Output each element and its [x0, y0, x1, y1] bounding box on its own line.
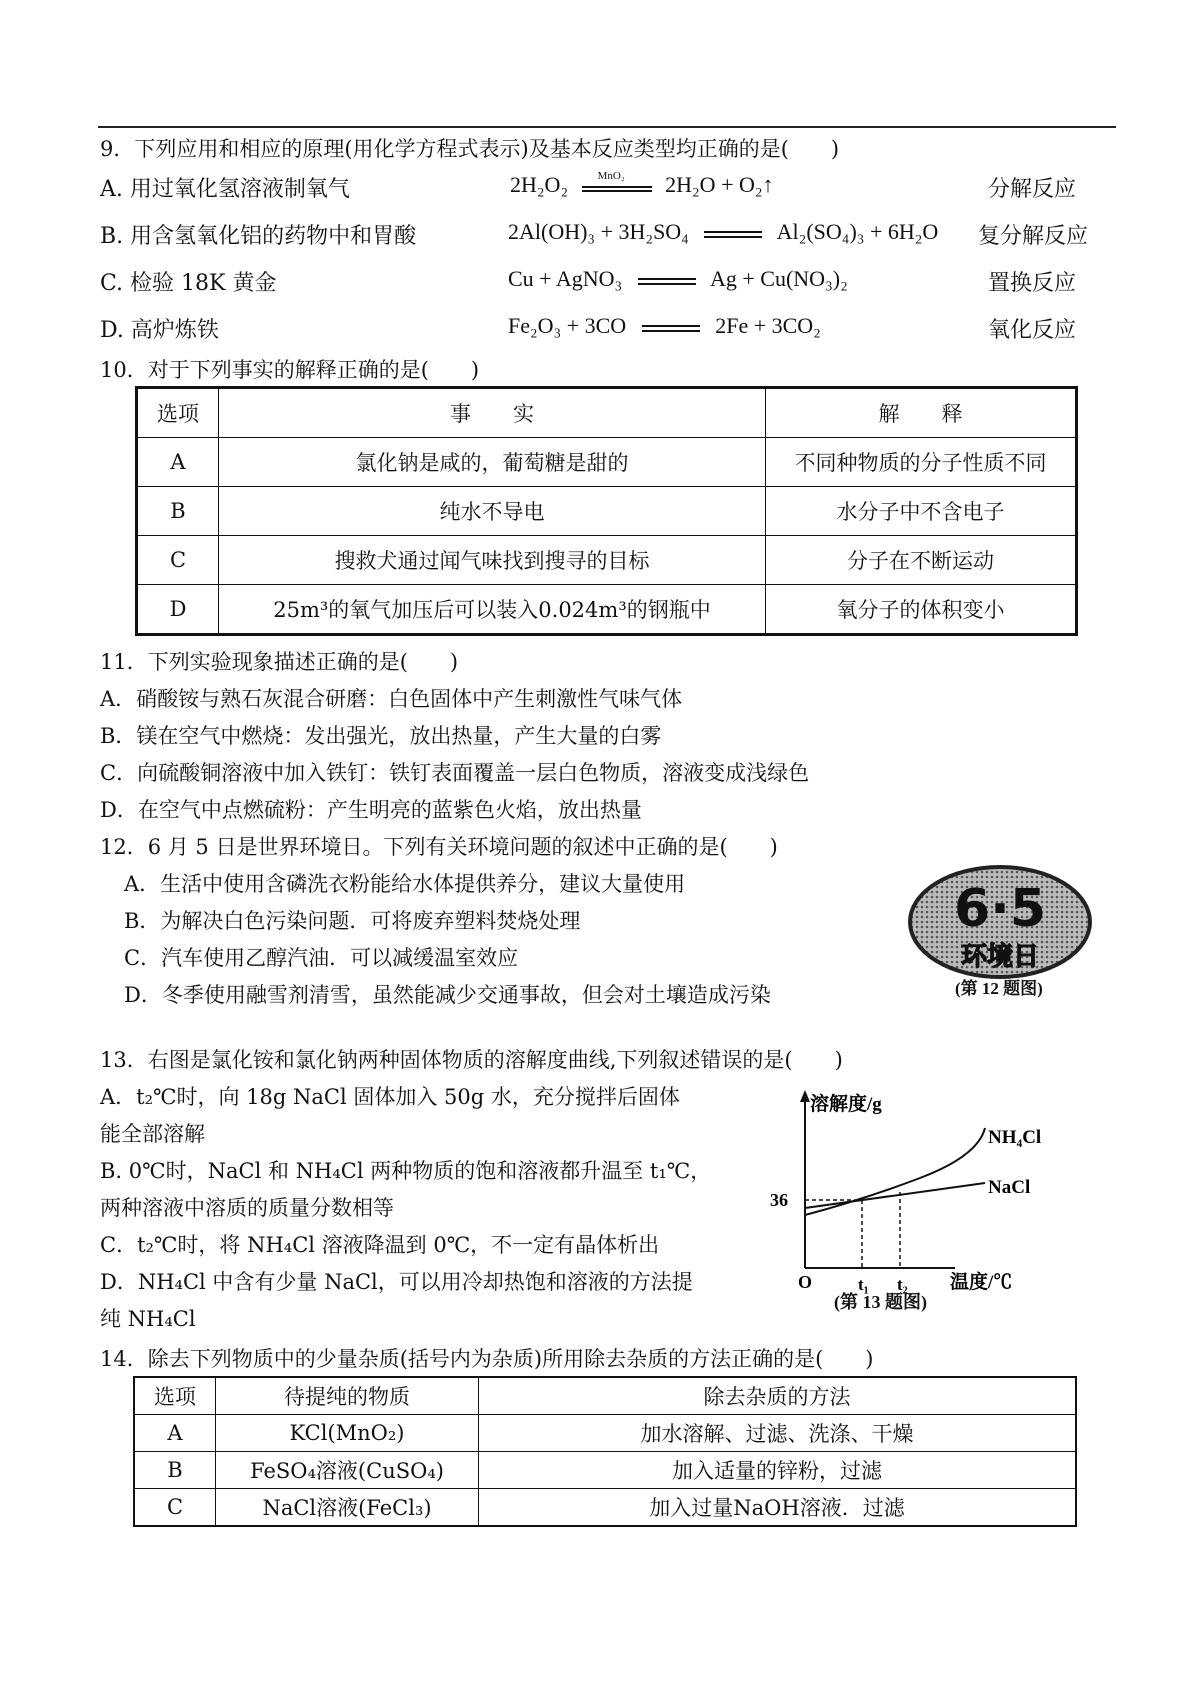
environment-day-logo-icon: [905, 860, 1095, 980]
table-cell: 氧分子的体积变小: [766, 585, 1077, 635]
origin-label: O: [798, 1272, 813, 1292]
q9-b-equation: [508, 219, 938, 245]
table-cell: 不同种物质的分子性质不同: [766, 438, 1077, 487]
q11-option-a: A．硝酸铵与熟石灰混合研磨：白色固体中产生刺激性气味气体: [100, 687, 683, 711]
q9-a-label: A. 用过氧化氢溶液制氧气: [100, 177, 350, 202]
q13-line-2: 能全部溶解: [100, 1122, 205, 1146]
equals-sign-icon: [704, 228, 762, 240]
q13-line-7: 纯 NH₄Cl: [100, 1307, 196, 1331]
table-cell: 纯水不导电: [219, 487, 766, 536]
table-row: [137, 438, 1077, 487]
table-header-cell: 解 释: [766, 388, 1077, 438]
table-cell: KCl(MnO₂): [216, 1415, 479, 1452]
series-label-nacl: NaCl: [988, 1177, 1031, 1198]
table-row: [134, 1452, 1076, 1489]
q9-a-eq-right: 2H₂O + O₂↑: [665, 172, 774, 197]
table-header-cell: 事 实: [219, 388, 766, 438]
table-cell: FeSO₄溶液(CuSO₄): [216, 1452, 479, 1489]
y-axis-label: 溶解度/g: [810, 1094, 882, 1115]
q13-line-6: D．NH₄Cl 中含有少量 NaCl，可以用冷却热饱和溶液的方法提: [100, 1270, 693, 1294]
q9-c-label: C. 检验 18K 黄金: [100, 271, 277, 296]
table-cell: 水分子中不含电子: [766, 487, 1077, 536]
x-tick-t2: t₂: [897, 1275, 908, 1294]
q11-stem: 11．下列实验现象描述正确的是( ): [100, 650, 459, 674]
x-tick-t1: t₁: [858, 1275, 869, 1294]
table-cell: D: [137, 585, 219, 635]
environment-day-badge: [905, 860, 1095, 998]
q14-table: [133, 1376, 1077, 1527]
solubility-graph: [770, 1088, 1100, 1312]
table-cell: B: [134, 1452, 216, 1489]
q10-stem: 10．对于下列事实的解释正确的是( ): [100, 358, 480, 382]
q12-option-c: C．汽车使用乙醇汽油．可以减缓温室效应: [124, 946, 519, 970]
q9-d-eq-right: 2Fe + 3CO₂: [715, 313, 821, 338]
q13-stem: 13．右图是氯化铵和氯化钠两种固体物质的溶解度曲线,下列叙述错误的是( ): [100, 1048, 843, 1072]
q9-b-type: 复分解反应: [978, 224, 1089, 249]
q9-d-type: 氧化反应: [988, 318, 1077, 343]
table-cell: 加入过量NaOH溶液．过滤: [479, 1489, 1077, 1527]
q12-option-b: B．为解决白色污染问题．可将废弃塑料焚烧处理: [124, 909, 581, 933]
table-cell: B: [137, 487, 219, 536]
q12-option-a: A．生活中使用含磷洗衣粉能给水体提供养分，建议大量使用: [124, 872, 686, 896]
top-rule: [98, 126, 1116, 128]
q9-c-equation: [508, 266, 848, 292]
q12-stem: 12．6 月 5 日是世界环境日。下列有关环境问题的叙述中正确的是( ): [100, 835, 778, 859]
table-row: [137, 585, 1077, 635]
table-row: [137, 487, 1077, 536]
q12-option-d: D．冬季使用融雪剂清雪，虽然能减少交通事故，但会对土壤造成污染: [124, 983, 771, 1007]
table-header-cell: 选项: [137, 388, 219, 438]
series-nh4cl-curve: [805, 1128, 985, 1215]
equals-sign-icon: [638, 275, 696, 287]
q9-a-equation: [510, 169, 774, 198]
x-axis-label: 温度/℃: [950, 1272, 1013, 1293]
table-header-row: [137, 388, 1077, 438]
q12-figure-caption: (第 12 题图): [955, 979, 1043, 998]
q9-c-eq-left: Cu + AgNO₃: [508, 266, 623, 291]
badge-date-text: 6·5: [953, 879, 1047, 939]
q9-c-type: 置换反应: [988, 271, 1077, 296]
table-cell: 25m³的氧气加压后可以装入0.024m³的钢瓶中: [219, 585, 766, 635]
q9-a-type: 分解反应: [988, 177, 1077, 202]
table-row: [137, 536, 1077, 585]
table-header-cell: 除去杂质的方法: [479, 1377, 1077, 1415]
q13-line-5: C．t₂℃时，将 NH₄Cl 溶液降温到 0℃，不一定有晶体析出: [100, 1233, 660, 1257]
q11-option-b: B．镁在空气中燃烧：发出强光，放出热量，产生大量的白雾: [100, 724, 662, 748]
table-cell: NaCl溶液(FeCl₃): [216, 1489, 479, 1527]
badge-label-text: 环境日: [960, 942, 1040, 972]
q13-line-1: A．t₂℃时，向 18g NaCl 固体加入 50g 水，充分搅拌后固体: [100, 1085, 680, 1109]
q10-table: [135, 386, 1078, 636]
q9-a-catalyst: MnO₂: [597, 169, 625, 182]
table-header-row: [134, 1377, 1076, 1415]
q11-option-c: C．向硫酸铜溶液中加入铁钉：铁钉表面覆盖一层白色物质，溶液变成浅绿色: [100, 761, 810, 785]
equals-arrow-icon: [582, 169, 652, 194]
table-cell: A: [137, 438, 219, 487]
table-header-cell: 待提纯的物质: [216, 1377, 479, 1415]
q9-a-eq-left: 2H₂O₂: [510, 172, 569, 197]
q9-d-eq-left: Fe₂O₃ + 3CO: [508, 313, 627, 338]
q9-b-eq-left: 2Al(OH)₃ + 3H₂SO₄: [508, 219, 689, 244]
table-cell: 搜救犬通过闻气味找到搜寻的目标: [219, 536, 766, 585]
q13-figure-caption: (第 13 题图): [834, 1292, 927, 1312]
q9-b-eq-right: Al₂(SO₄)₃ + 6H₂O: [776, 219, 939, 244]
q9-d-equation: [508, 313, 821, 339]
table-row: [134, 1415, 1076, 1452]
solubility-curve-chart: [770, 1088, 1100, 1298]
table-cell: 加入适量的锌粉，过滤: [479, 1452, 1077, 1489]
table-cell: C: [137, 536, 219, 585]
table-header-cell: 选项: [134, 1377, 216, 1415]
q11-option-d: D．在空气中点燃硫粉：产生明亮的蓝紫色火焰，放出热量: [100, 798, 642, 822]
table-cell: C: [134, 1489, 216, 1527]
equals-sign-icon: [642, 322, 700, 334]
q9-c-eq-right: Ag + Cu(NO₃)₂: [710, 266, 848, 291]
q9-d-label: D. 高炉炼铁: [100, 318, 219, 343]
q13-line-3: B. 0℃时，NaCl 和 NH₄Cl 两种物质的饱和溶液都升温至 t₁℃，: [100, 1159, 712, 1183]
table-cell: A: [134, 1415, 216, 1452]
series-label-nh4cl: NH₄Cl: [988, 1127, 1042, 1148]
y-tick-36: 36: [770, 1190, 788, 1210]
q13-line-4: 两种溶液中溶质的质量分数相等: [100, 1196, 394, 1220]
y-axis-arrow-icon: [800, 1090, 810, 1102]
q9-stem: 9．下列应用和相应的原理(用化学方程式表示)及基本反应类型均正确的是( ): [100, 137, 840, 161]
q9-b-label: B. 用含氢氧化铝的药物中和胃酸: [100, 224, 417, 249]
table-cell: 加水溶解、过滤、洗涤、干燥: [479, 1415, 1077, 1452]
table-cell: 分子在不断运动: [766, 536, 1077, 585]
table-row: [134, 1489, 1076, 1527]
table-cell: 氯化钠是咸的，葡萄糖是甜的: [219, 438, 766, 487]
q14-stem: 14．除去下列物质中的少量杂质(括号内为杂质)所用除去杂质的方法正确的是( ): [100, 1347, 874, 1371]
